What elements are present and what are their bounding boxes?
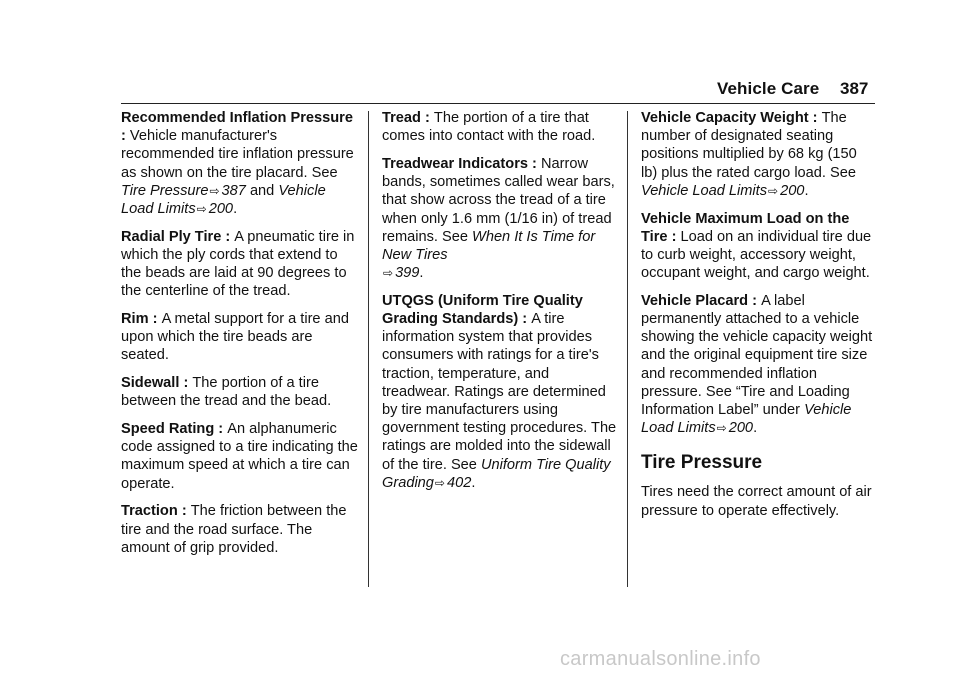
definition-radial-ply-tire [121,228,361,301]
term: Vehicle Capacity Weight [641,110,809,126]
definition-text: An alphanumeric code assigned to a tire indicating the maximum speed at which a tire can operate. [121,421,358,492]
definition-text: . [753,420,758,437]
section-heading-tire-pressure: Tire Pressure [641,452,763,474]
definition-text: Narrow bands, sometimes called wear bars, that show across the tread of a tire when only 1.6 mm (1/16 in) of tread remains. See [382,155,615,245]
definition-text: Vehicle manufacturer's recommended tire inflation pressure as shown on the tire placard. See [121,128,354,181]
column-1 [121,109,361,566]
header-rule [121,103,875,104]
page-number: 387 [840,79,869,98]
see-page-arrow-icon: ⇨ [768,183,779,198]
definition-traction [121,502,361,557]
see-page-arrow-icon: ⇨ [383,266,394,281]
term: Traction [121,503,178,520]
definition-vehicle-capacity-weight [641,109,877,200]
column-divider [627,111,628,587]
definition-text: A pneumatic tire in which the ply cords that extend to the beads are laid at 90 degrees to the centerline of the tread. [121,228,355,300]
see-page-arrow-icon: ⇨ [716,421,727,436]
definition-speed-rating [121,420,361,493]
definition-sidewall [121,374,361,410]
definition-text: The number of designated seating positions multiplied by 68 kg (150 lb) plus the rated cargo load. See [641,110,857,181]
see-page-arrow-icon: ⇨ [209,183,220,198]
cross-reference-link[interactable]: Tire Pressure [121,182,209,199]
definition-text: The portion of a tire between the tread and the bead. [121,375,332,410]
definition-treadwear-indicators [382,155,620,282]
term-separator: : [528,155,541,172]
definition-text: The portion of a tire that comes into contact with the road. [382,110,596,145]
term-separator: : [518,311,532,328]
cross-reference-link[interactable]: When It Is Time for New Tires [382,228,596,263]
definition-text: A tire information system that provides consumers with ratings for a tire's traction, temperature, and treadwear. Ratings are determined by tire manufacturers using government testing procedures. The ratings are molded into the sidewall of the tire. See [382,311,617,473]
definition-text: A label permanently attached to a vehicle showing the vehicle capacity weight and the original equipment tire size and recommended inflation pressure. See “Tire and Loading Information Label” under [641,292,873,419]
see-page-arrow-icon: ⇨ [196,202,207,217]
definition-utqgs [382,292,620,492]
definition-text: and [245,182,279,199]
definition-text: A metal support for a tire and upon which the tire beads are seated. [121,311,349,364]
term-separator: : [148,311,162,328]
term: Vehicle Placard [641,292,749,309]
cross-reference-link[interactable]: Vehicle Load Limits [641,182,768,199]
term-separator: : [420,110,434,126]
definition-text: The friction between the tire and the road surface. The amount of grip provided. [121,503,347,556]
page-reference[interactable]: 200 [208,201,234,218]
term-separator: : [667,228,681,245]
term: UTQGS (Uniform Tire Quality Grading Standards) [382,292,583,328]
page-reference[interactable]: 200 [728,420,754,437]
cross-reference-link[interactable]: Uniform Tire Quality Grading [382,456,611,491]
term: Treadwear Indicators [382,155,528,172]
term-separator: : [177,503,191,520]
column-3 [641,109,877,529]
term-separator: : [748,292,762,309]
definition-text: Load on an individual tire due to curb weight, accessory weight, occupant weight, and cargo weight. [641,228,872,282]
term-separator: : [808,110,822,126]
cross-reference-link[interactable]: Vehicle Load Limits [641,402,852,437]
term: Vehicle Maximum Load on the Tire [641,210,850,245]
definition-rim [121,310,361,365]
definition-recommended-inflation-pressure [121,109,361,218]
term-separator: : [214,421,228,438]
definition-text: . [233,201,238,218]
section-title: Vehicle Care [717,79,820,98]
definition-vehicle-placard [641,292,877,438]
term-separator: : [121,128,130,145]
page-reference[interactable]: 200 [780,182,805,199]
see-page-arrow-icon: ⇨ [434,475,445,490]
term: Sidewall [121,375,180,392]
section-body-text: Tires need the correct amount of air pressure to operate effectively. [641,484,872,519]
term: Recommended Inflation Pressure [121,110,353,126]
page-reference[interactable]: 402 [446,474,472,491]
page-reference[interactable]: 399 [395,265,420,282]
watermark: carmanualsonline.info [560,648,761,670]
term-separator: : [179,375,193,392]
term: Speed Rating [121,421,215,438]
definition-text: . [471,474,476,491]
term: Radial Ply Tire [121,228,222,245]
definition-tread [382,109,620,145]
cross-reference-link[interactable]: Vehicle Load Limits [121,182,326,218]
definition-text: . [804,182,809,199]
page-reference[interactable]: 387 [221,182,246,199]
definition-vehicle-maximum-load [641,210,877,283]
term: Rim [121,311,149,328]
column-2 [382,109,620,502]
column-divider [368,111,369,587]
definition-text: . [419,265,424,282]
term: Tread [382,110,421,126]
term-separator: : [221,228,235,245]
